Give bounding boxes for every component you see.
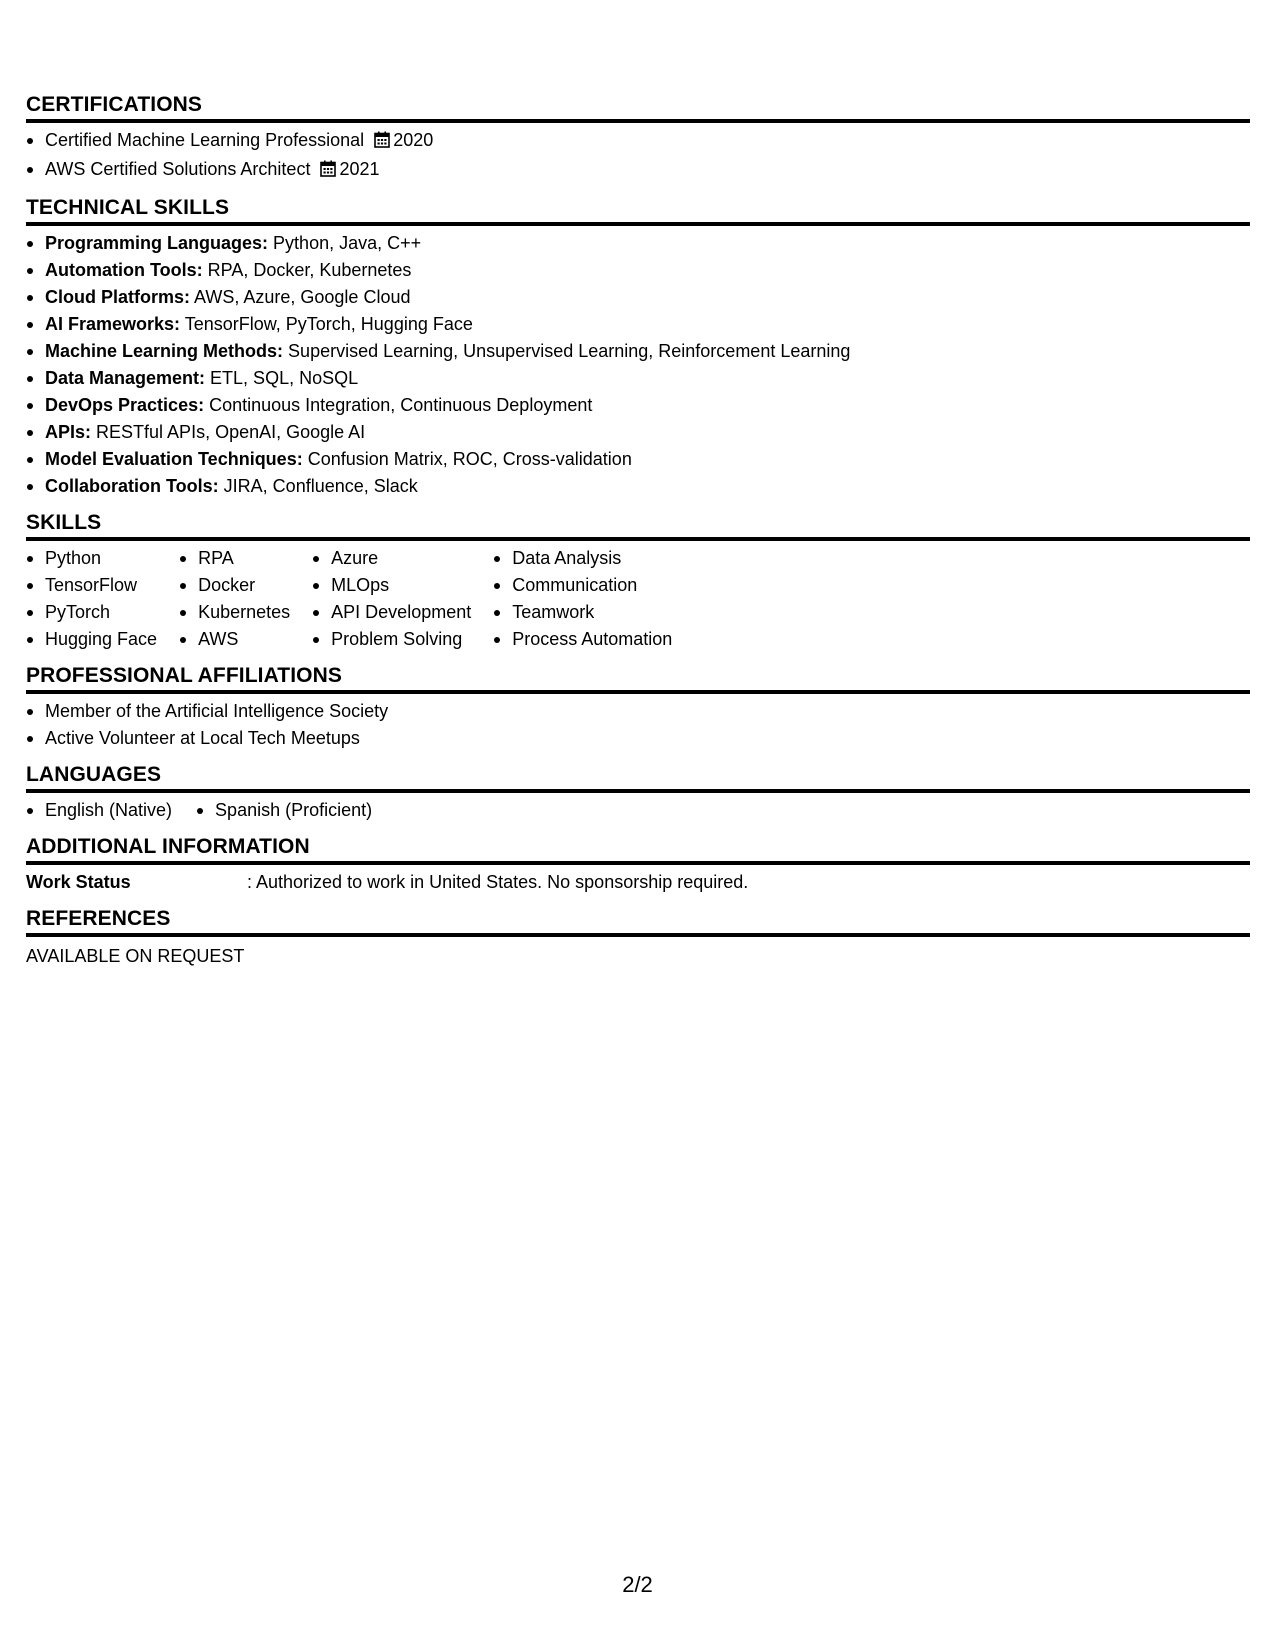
work-status-label: Work Status	[26, 872, 131, 892]
language-item: English (Native)	[26, 797, 172, 824]
calendar-icon	[374, 129, 390, 156]
skill-item: RPA	[179, 545, 290, 572]
skill-category-label: APIs:	[45, 422, 92, 442]
references-text: AVAILABLE ON REQUEST	[26, 946, 245, 966]
certification-name: AWS Certified Solutions Architect	[45, 159, 311, 179]
skill-item: Kubernetes	[179, 599, 290, 626]
certification-date	[320, 159, 379, 179]
list-item	[26, 284, 1250, 311]
skills-section	[26, 510, 1250, 653]
list-item	[26, 257, 1250, 284]
language-item: Spanish (Proficient)	[196, 797, 372, 824]
list-item	[26, 127, 1250, 156]
skill-item: Python	[26, 545, 157, 572]
languages-list	[26, 797, 1250, 824]
section-heading-references: REFERENCES	[26, 906, 1250, 937]
skill-category-value: Confusion Matrix, ROC, Cross-validation	[307, 449, 632, 469]
skills-column	[26, 545, 179, 653]
calendar-icon	[320, 158, 336, 185]
skill-item: Hugging Face	[26, 626, 157, 653]
certification-year: 2021	[339, 159, 380, 179]
certification-year: 2020	[393, 130, 434, 150]
skills-column	[312, 545, 493, 653]
page-number: 2/2	[622, 1572, 653, 1597]
skill-item: MLOps	[312, 572, 471, 599]
skill-category-label: Programming Languages:	[45, 233, 269, 253]
skills-column	[493, 545, 694, 653]
certification-name: Certified Machine Learning Professional	[45, 130, 365, 150]
section-heading-languages: LANGUAGES	[26, 762, 1250, 793]
references-section	[26, 906, 1250, 970]
skill-item: Data Analysis	[493, 545, 672, 572]
skill-category-value: TensorFlow, PyTorch, Hugging Face	[184, 314, 473, 334]
technical-skills-section	[26, 195, 1250, 500]
list-item	[26, 419, 1250, 446]
list-item	[26, 156, 1250, 185]
skill-item: PyTorch	[26, 599, 157, 626]
skill-category-label: AI Frameworks:	[45, 314, 181, 334]
skill-category-label: Machine Learning Methods:	[45, 341, 284, 361]
skills-grid	[26, 545, 1250, 653]
skill-category-label: Cloud Platforms:	[45, 287, 191, 307]
skill-item: AWS	[179, 626, 290, 653]
list-item	[26, 338, 1250, 365]
list-item	[26, 365, 1250, 392]
skill-item: Docker	[179, 572, 290, 599]
skill-category-value: RESTful APIs, OpenAI, Google AI	[96, 422, 366, 442]
skill-item: API Development	[312, 599, 471, 626]
certifications-section	[26, 92, 1250, 185]
skill-category-value: Python, Java, C++	[273, 233, 422, 253]
section-heading-skills: SKILLS	[26, 510, 1250, 541]
skill-category-value: Supervised Learning, Unsupervised Learning, Reinforcement Learning	[288, 341, 851, 361]
skill-category-value: RPA, Docker, Kubernetes	[207, 260, 412, 280]
list-item	[26, 311, 1250, 338]
skill-category-label: Automation Tools:	[45, 260, 203, 280]
skill-category-label: Collaboration Tools:	[45, 476, 219, 496]
list-item	[26, 446, 1250, 473]
skill-item: Problem Solving	[312, 626, 471, 653]
section-heading-certifications: CERTIFICATIONS	[26, 92, 1250, 123]
section-heading-technical-skills: TECHNICAL SKILLS	[26, 195, 1250, 226]
skill-item: Teamwork	[493, 599, 672, 626]
work-status-value: : Authorized to work in United States. No sponsorship required.	[247, 872, 749, 892]
section-heading-affiliations: PROFESSIONAL AFFILIATIONS	[26, 663, 1250, 694]
resume-page	[26, 92, 1250, 980]
languages-section	[26, 762, 1250, 824]
list-item: Member of the Artificial Intelligence Society	[26, 698, 1250, 725]
list-item	[26, 473, 1250, 500]
affiliations-section	[26, 663, 1250, 752]
skill-item: Azure	[312, 545, 471, 572]
skill-category-value: JIRA, Confluence, Slack	[223, 476, 418, 496]
skill-item: Process Automation	[493, 626, 672, 653]
skill-item: TensorFlow	[26, 572, 157, 599]
section-heading-additional-information: ADDITIONAL INFORMATION	[26, 834, 1250, 865]
skill-category-value: Continuous Integration, Continuous Deployment	[209, 395, 593, 415]
list-item	[26, 230, 1250, 257]
work-status-row	[26, 869, 1250, 896]
skills-column	[179, 545, 312, 653]
skill-category-label: Model Evaluation Techniques:	[45, 449, 303, 469]
skill-category-value: ETL, SQL, NoSQL	[210, 368, 359, 388]
skill-item: Communication	[493, 572, 672, 599]
additional-information-section	[26, 834, 1250, 896]
skill-category-value: AWS, Azure, Google Cloud	[194, 287, 411, 307]
list-item: Active Volunteer at Local Tech Meetups	[26, 725, 1250, 752]
skill-category-label: DevOps Practices:	[45, 395, 205, 415]
skill-category-label: Data Management:	[45, 368, 206, 388]
technical-skills-list	[26, 230, 1250, 500]
affiliations-list	[26, 698, 1250, 752]
certifications-list	[26, 127, 1250, 185]
certification-date	[374, 130, 433, 150]
list-item	[26, 392, 1250, 419]
